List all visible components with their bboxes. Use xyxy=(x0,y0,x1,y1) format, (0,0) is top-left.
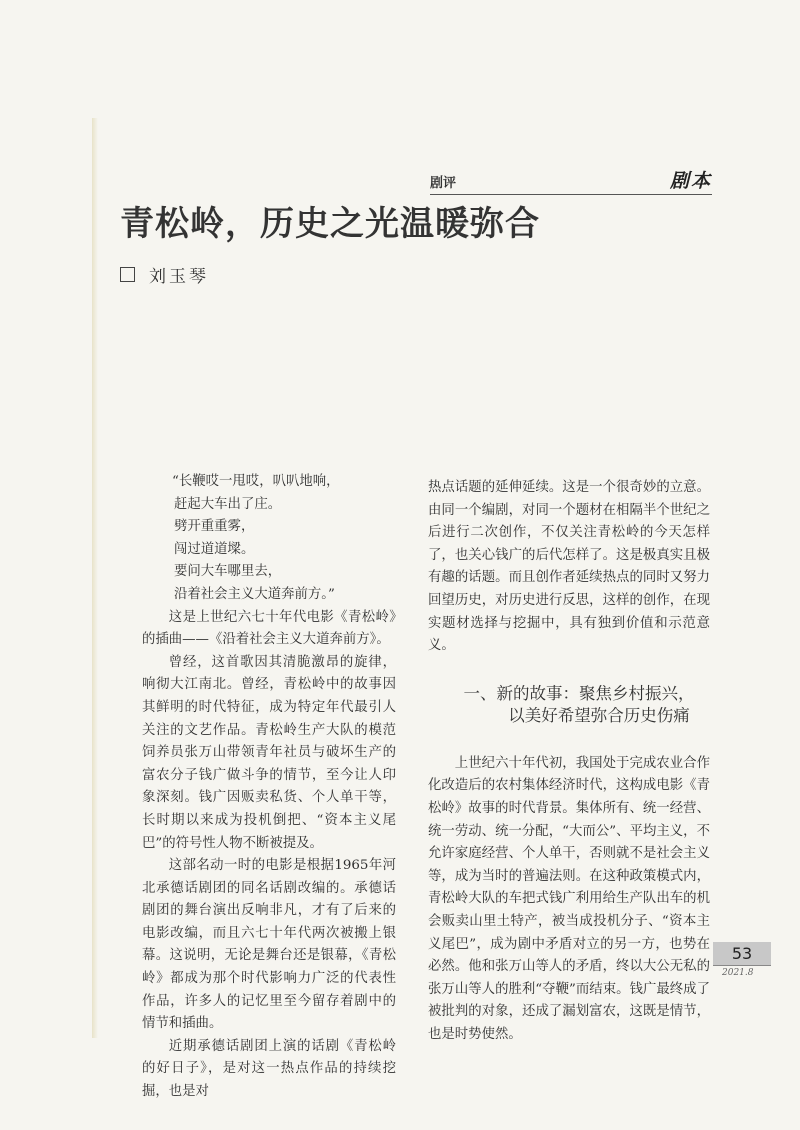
lyrics-quote xyxy=(142,471,396,607)
page-binding-shadow xyxy=(92,118,98,1038)
section-heading xyxy=(428,683,710,727)
right-column xyxy=(428,477,710,1046)
author-box-icon xyxy=(120,267,135,282)
section-label: 剧评 xyxy=(430,176,457,191)
page-number: 53 xyxy=(713,942,771,966)
magazine-logo: 剧本 xyxy=(669,170,712,192)
body-paragraph: 上世纪六十年代初，我国处于完成农业合作化改造后的农村集体经济时代，这构成电影《青松岭》故事的时代背景。集体所有、统一经营、统一劳动、统一分配，“大而公”、平均主义，不允许家庭经营、个人单干，否则就不是社会主义等，成为当时的普遍法则。在这种政策模式内，青松岭大队的车把式钱广利用给生产队出车的机会贩卖山里土特产，被当成投机分子、“资本主义尾巴”，成为剧中矛盾对立的另一方，也势在必然。他和张万山等人的矛盾，终以大公无私的张万山等人的胜利“夺鞭”而结束。钱广最终成了被批判的对象，还成了漏划富农，这既是情节，也是时势使然。 xyxy=(428,755,710,1042)
section-heading-line1: 一、新的故事：聚焦乡村振兴， xyxy=(463,683,695,703)
lyric-line: 要问大车哪里去， xyxy=(174,564,282,580)
lyric-line: 劈开重重雾， xyxy=(174,519,255,535)
author-line xyxy=(120,262,209,287)
left-column xyxy=(142,471,396,1104)
lyric-line: “长鞭哎一甩哎，叭叭地响， xyxy=(172,474,340,489)
body-paragraph: 近期承德话剧团上演的话剧《青松岭的好日子》，是对这一热点作品的持续挖掘，也是对 xyxy=(142,1038,396,1100)
body-paragraph-continued: 热点话题的延伸延续。这是一个很奇妙的立意。由同一个编剧，对同一个题材在相隔半个世纪之后进行二次创作，不仅关注青松岭的今天怎样了，也关心钱广的后代怎样了。这是极真实且极有趣的话题。而且创作者延续热点的同时又努力回望历史，对历史进行反思，这样的创作，在现实题材选择与挖掘中，具有独到价值和示范意义。 xyxy=(428,480,710,654)
lyric-line: 赶起大车出了庄。 xyxy=(174,496,282,512)
body-paragraph: 曾经，这首歌因其清脆激昂的旋律，响彻大江南北。曾经，青松岭中的故事因其鲜明的时代特征，成为特定年代最引人关注的文艺作品。青松岭生产大队的模范饲养员张万山带领青年社员与破坏生产的富农分子钱广做斗争的情节，至今让人印象深刻。钱广因贩卖私货、个人单干等，长时期以来成为投机倒把、“资本主义尾巴”的符号性人物不断被提及。 xyxy=(142,654,396,851)
issue-year: 2021.8 xyxy=(722,968,754,978)
lyric-line: 沿着社会主义大道奔前方。” xyxy=(174,586,335,602)
article-title: 青松岭，历史之光温暖弥合 xyxy=(120,204,540,244)
section-heading-line2: 以美好希望弥合历史伤痛 xyxy=(508,705,690,725)
lyric-line: 闯过道道墚。 xyxy=(174,541,255,557)
running-header xyxy=(430,170,712,195)
body-paragraph: 这是上世纪六七十年代电影《青松岭》的插曲——《沿着社会主义大道奔前方》。 xyxy=(142,609,396,648)
body-paragraph: 这部名动一时的电影是根据1965年河北承德话剧团的同名话剧改编的。承德话剧团的舞台演出反响非凡，才有了后来的电影改编，而且六七十年代两次被搬上银幕。这说明，无论是舞台还是银幕，《青松岭》都成为那个时代影响力广泛的代表性作品，许多人的记忆里至今留存着剧中的情节和插曲。 xyxy=(142,858,396,1032)
author-name: 刘玉琴 xyxy=(149,267,209,287)
